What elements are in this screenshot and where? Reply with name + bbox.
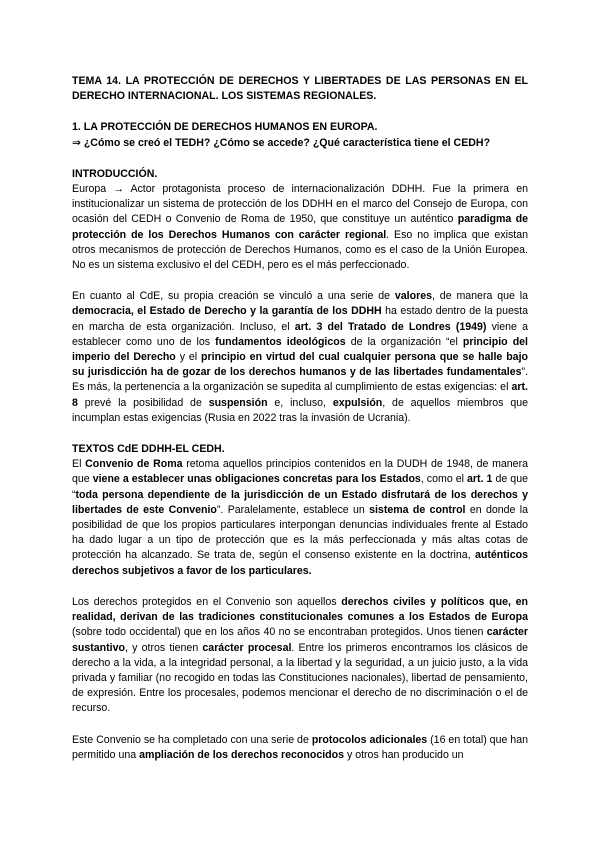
textos-paragraph-1: El Convenio de Roma retoma aquellos principios contenidos en la DUDH de 1948, de manera que viene a establecer unas obligaciones concretas para los Estados, como el art. 1 de que “toda persona dependiente de la jurisdicción de un Estado disfrutará de los derechos y libertades de este Convenio”. Paralelamente, establece un sistema de control en donde la posibilidad de que los propios particulares interpongan denuncias individuales frente al Estado ha dado lugar a un tipo de protección que es la más perfeccionada y más altas cotas de protección ha alcanzado. Se trata de, según el consenso existente en la doctrina, auténticos derechos subjetivos a favor de los particulares. xyxy=(72,458,528,577)
intro-heading: INTRODUCCIÓN. xyxy=(72,167,158,180)
textos-heading: TEXTOS CdE DDHH-EL CEDH. xyxy=(72,443,225,456)
section-heading: 1. LA PROTECCIÓN DE DERECHOS HUMANOS EN EUROPA. xyxy=(72,121,378,134)
textos-paragraph-3: Este Convenio se ha completado con una serie de protocolos adicionales (16 en total) que han permitido una ampliación de los derechos reconocidos y otros han producido un xyxy=(72,733,528,761)
intro-paragraph-1: Europa → Actor protagonista proceso de internacionalización DDHH. Fue la primera en institucionalizar un sistema de protección de los DDHH en el marco del Consejo de Europa, con ocasión del CEDH o Convenio de Roma de 1950, que constituye un auténtico paradigma de protección de los Derechos Humanos con carácter regional. Eso no implica que existan otros mecanismos de protección de Derechos Humanos, como es el caso de la Unión Europea. No es un sistema exclusivo el del CEDH, pero es el más perfeccionado. xyxy=(72,183,528,272)
intro-paragraph-2: En cuanto al CdE, su propia creación se vinculó a una serie de valores, de manera que la democracia, el Estado de Derecho y la garantía de los DDHH ha estado dentro de la puesta en marcha de esta organización. Incluso, el art. 3 del Tratado de Londres (1949) viene a establecer como uno de los fundamentos ideológicos de la organización “el principio del imperio del Derecho y el principio en virtud del cual cualquier persona que se halle bajo su jurisdicción ha de gozar de los derechos humanos y de las libertades fundamentales”. Es más, la pertenencia a la organización se supedita al cumplimiento de estas exigencias: el art. 8 prevé la posibilidad de suspensión e, incluso, expulsión, de aquellos miembros que incumplan estas exigencias (Rusia en 2022 tras la invasión de Ucrania). xyxy=(72,290,529,424)
section-questions: ⇒ ¿Cómo se creó el TEDH? ¿Cómo se accede? ¿Qué característica tiene el CEDH? xyxy=(72,136,491,149)
document-body xyxy=(72,74,528,763)
document-title: TEMA 14. LA PROTECCIÓN DE DERECHOS Y LIBERTADES DE LAS PERSONAS EN EL DERECHO INTERNACIONAL. LOS SISTEMAS REGIONALES. xyxy=(72,75,528,103)
textos-paragraph-2: Los derechos protegidos en el Convenio son aquellos derechos civiles y políticos que, en realidad, derivan de las tradiciones constitucionales comunes a los Estados de Europa (sobre todo occidental) que en los años 40 no se encontraban protegidos. Unos tienen carácter sustantivo, y otros tienen carácter procesal. Entre los primeros encontramos los clásicos de derecho a la vida, a la integridad personal, a la libertad y la seguridad, a un juicio justo, a la vida privada y familiar (no recogido en todas las Constituciones nacionales), libertad de pensamiento, de expresión. Entre los procesales, podemos mencionar el derecho de no discriminación o el de recurso. xyxy=(72,595,528,715)
